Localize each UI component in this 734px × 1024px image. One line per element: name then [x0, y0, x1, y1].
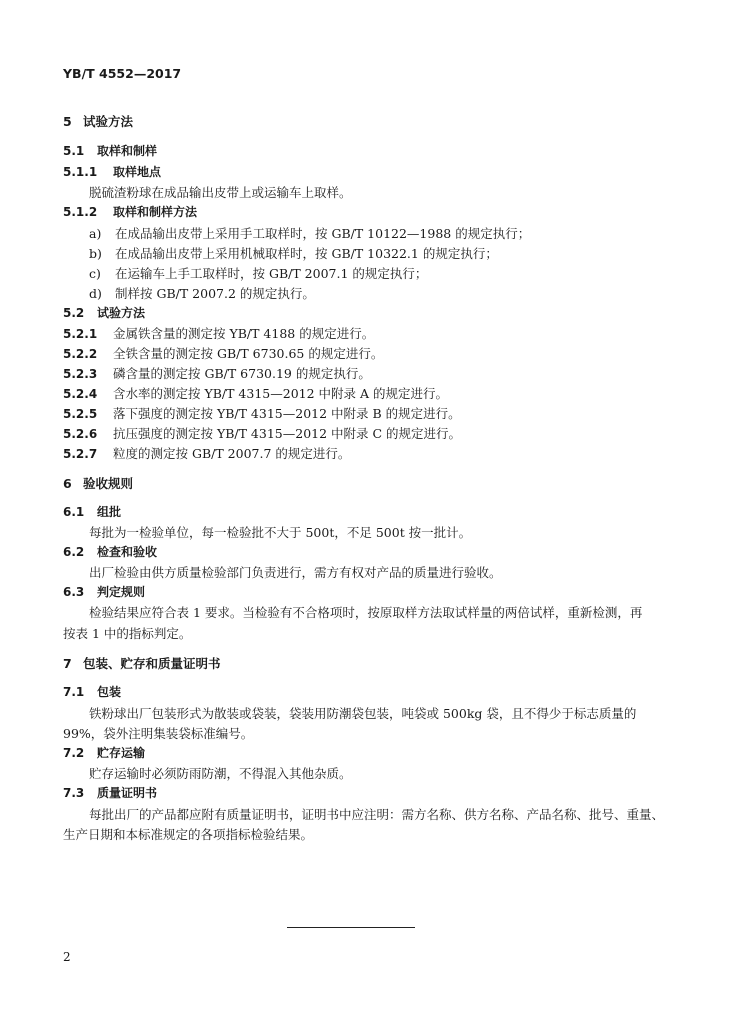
section-6-3-heading: 6.3 判定规则	[63, 585, 146, 599]
section-7-1-text-line2: 99%，袋外注明集装袋标准编号。	[63, 726, 254, 741]
section-6-1-text: 每批为一检验单位，每一检验批不大于 500t，不足 500t 按一批计。	[89, 525, 472, 540]
clause-5-2-1: 5.2.1 金属铁含量的测定按 YB/T 4188 的规定进行。	[63, 326, 375, 341]
section-5-1-1-heading: 5.1.1 取样地点	[63, 165, 162, 179]
section-5-heading: 5 试验方法	[63, 114, 134, 129]
clause-5-2-2: 5.2.2 全铁含量的测定按 GB/T 6730.65 的规定进行。	[63, 346, 384, 361]
standard-code: YB/T 4552—2017	[63, 66, 182, 81]
clause-5-2-4: 5.2.4 含水率的测定按 YB/T 4315—2012 中附录 A 的规定进行。	[63, 386, 449, 401]
section-7-3-text-line2: 生产日期和本标准规定的各项指标检验结果。	[63, 827, 314, 842]
end-rule	[287, 927, 415, 928]
section-7-2-heading: 7.2 贮存运输	[63, 746, 146, 760]
section-5-1-1-text: 脱硫渣粉球在成品输出皮带上或运输车上取样。	[89, 185, 352, 200]
section-5-1-heading: 5.1 取样和制样	[63, 144, 158, 158]
section-6-2-heading: 6.2 检查和验收	[63, 545, 158, 559]
clause-5-2-5: 5.2.5 落下强度的测定按 YB/T 4315—2012 中附录 B 的规定进行。	[63, 406, 461, 421]
list-item-c: c) 在运输车上手工取样时，按 GB/T 2007.1 的规定执行；	[89, 266, 428, 281]
section-6-3-text-line1: 检验结果应符合表 1 要求。当检验有不合格项时，按原取样方法取试样量的两倍试样，重新检测，再	[89, 605, 643, 620]
list-item-d: d) 制样按 GB/T 2007.2 的规定执行。	[89, 286, 315, 301]
section-6-1-heading: 6.1 组批	[63, 505, 122, 519]
list-item-b: b) 在成品输出皮带上采用机械取样时，按 GB/T 10322.1 的规定执行；	[89, 246, 498, 261]
section-6-heading: 6 验收规则	[63, 476, 134, 491]
section-6-2-text: 出厂检验由供方质量检验部门负责进行，需方有权对产品的质量进行验收。	[89, 565, 502, 580]
clause-5-2-7: 5.2.7 粒度的测定按 GB/T 2007.7 的规定进行。	[63, 446, 351, 461]
clause-5-2-6: 5.2.6 抗压强度的测定按 YB/T 4315—2012 中附录 C 的规定进行。	[63, 426, 462, 441]
section-7-3-text-line1: 每批出厂的产品都应附有质量证明书，证明书中应注明：需方名称、供方名称、产品名称、批号、重量、	[89, 807, 665, 822]
page-number: 2	[63, 950, 71, 964]
section-7-heading: 7 包装、贮存和质量证明书	[63, 656, 221, 671]
section-7-1-heading: 7.1 包装	[63, 685, 122, 699]
section-7-2-text: 贮存运输时必须防雨防潮，不得混入其他杂质。	[89, 766, 352, 781]
clause-5-2-3: 5.2.3 磷含量的测定按 GB/T 6730.19 的规定执行。	[63, 366, 371, 381]
section-7-3-heading: 7.3 质量证明书	[63, 786, 158, 800]
list-item-a: a) 在成品输出皮带上采用手工取样时，按 GB/T 10122—1988 的规定执行；	[89, 226, 531, 241]
section-7-1-text-line1: 铁粉球出厂包装形式为散装或袋装，袋装用防潮袋包装，吨袋或 500kg 袋，且不得少于标志质量的	[89, 706, 637, 721]
section-5-2-heading: 5.2 试验方法	[63, 306, 146, 320]
section-6-3-text-line2: 按表 1 中的指标判定。	[63, 626, 192, 641]
section-5-1-2-heading: 5.1.2 取样和制样方法	[63, 205, 198, 219]
